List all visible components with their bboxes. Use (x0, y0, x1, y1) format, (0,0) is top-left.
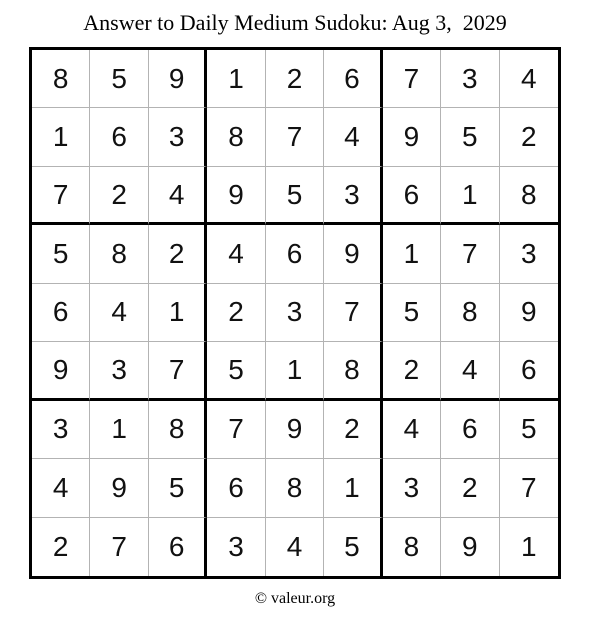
sudoku-cell-r1-c2: 5 (90, 50, 148, 108)
sudoku-cell-r2-c9: 2 (500, 108, 558, 166)
sudoku-cell-r7-c8: 6 (441, 401, 499, 459)
sudoku-cell-r1-c3: 9 (149, 50, 207, 108)
sudoku-cell-r6-c9: 6 (500, 342, 558, 400)
sudoku-cell-r4-c3: 2 (149, 225, 207, 283)
sudoku-cell-r3-c6: 3 (324, 167, 382, 225)
sudoku-cell-r2-c5: 7 (266, 108, 324, 166)
sudoku-cell-r6-c2: 3 (90, 342, 148, 400)
sudoku-cell-r5-c3: 1 (149, 284, 207, 342)
sudoku-cell-r4-c1: 5 (32, 225, 90, 283)
sudoku-cell-r9-c4: 3 (207, 518, 265, 576)
sudoku-cell-r8-c4: 6 (207, 459, 265, 517)
sudoku-cell-r2-c4: 8 (207, 108, 265, 166)
sudoku-cell-r2-c6: 4 (324, 108, 382, 166)
sudoku-cell-r3-c4: 9 (207, 167, 265, 225)
sudoku-cell-r8-c9: 7 (500, 459, 558, 517)
sudoku-cell-r4-c9: 3 (500, 225, 558, 283)
sudoku-cell-r5-c5: 3 (266, 284, 324, 342)
sudoku-cell-r5-c1: 6 (32, 284, 90, 342)
sudoku-cell-r7-c5: 9 (266, 401, 324, 459)
sudoku-cell-r7-c6: 2 (324, 401, 382, 459)
sudoku-cell-r8-c3: 5 (149, 459, 207, 517)
sudoku-cell-r7-c9: 5 (500, 401, 558, 459)
sudoku-cell-r1-c6: 6 (324, 50, 382, 108)
sudoku-cell-r8-c6: 1 (324, 459, 382, 517)
sudoku-cell-r5-c9: 9 (500, 284, 558, 342)
sudoku-cell-r2-c8: 5 (441, 108, 499, 166)
sudoku-cell-r2-c1: 1 (32, 108, 90, 166)
sudoku-cell-r8-c5: 8 (266, 459, 324, 517)
sudoku-cell-r1-c7: 7 (383, 50, 441, 108)
sudoku-cell-r3-c5: 5 (266, 167, 324, 225)
sudoku-cell-r7-c3: 8 (149, 401, 207, 459)
sudoku-cell-r2-c2: 6 (90, 108, 148, 166)
sudoku-cell-r1-c4: 1 (207, 50, 265, 108)
sudoku-cell-r5-c4: 2 (207, 284, 265, 342)
sudoku-cell-r5-c6: 7 (324, 284, 382, 342)
sudoku-cell-r6-c4: 5 (207, 342, 265, 400)
sudoku-cell-r3-c7: 6 (383, 167, 441, 225)
sudoku-cell-r3-c8: 1 (441, 167, 499, 225)
sudoku-cell-r2-c7: 9 (383, 108, 441, 166)
sudoku-cell-r7-c7: 4 (383, 401, 441, 459)
sudoku-cell-r1-c8: 3 (441, 50, 499, 108)
sudoku-cell-r9-c6: 5 (324, 518, 382, 576)
sudoku-cell-r7-c1: 3 (32, 401, 90, 459)
sudoku-cell-r4-c2: 8 (90, 225, 148, 283)
copyright-footer: © valeur.org (254, 590, 336, 607)
sudoku-cell-r3-c1: 7 (32, 167, 90, 225)
sudoku-cell-r3-c2: 2 (90, 167, 148, 225)
sudoku-cell-r8-c8: 2 (441, 459, 499, 517)
sudoku-cell-r6-c7: 2 (383, 342, 441, 400)
sudoku-cell-r9-c3: 6 (149, 518, 207, 576)
sudoku-cell-r3-c3: 4 (149, 167, 207, 225)
sudoku-cell-r6-c6: 8 (324, 342, 382, 400)
sudoku-cell-r8-c1: 4 (32, 459, 90, 517)
sudoku-cell-r9-c5: 4 (266, 518, 324, 576)
sudoku-cell-r3-c9: 8 (500, 167, 558, 225)
sudoku-cell-r7-c2: 1 (90, 401, 148, 459)
sudoku-cell-r4-c6: 9 (324, 225, 382, 283)
sudoku-cell-r8-c2: 9 (90, 459, 148, 517)
sudoku-cell-r4-c7: 1 (383, 225, 441, 283)
sudoku-board (29, 47, 561, 579)
sudoku-cell-r9-c1: 2 (32, 518, 90, 576)
sudoku-cell-r1-c1: 8 (32, 50, 90, 108)
page-title: Answer to Daily Medium Sudoku: Aug 3, 2029 (83, 10, 507, 35)
sudoku-cell-r5-c8: 8 (441, 284, 499, 342)
sudoku-cell-r9-c7: 8 (383, 518, 441, 576)
sudoku-cell-r5-c2: 4 (90, 284, 148, 342)
sudoku-cell-r9-c9: 1 (520, 530, 537, 562)
sudoku-cell-r9-c2: 7 (90, 518, 148, 576)
sudoku-cell-r6-c8: 4 (441, 342, 499, 400)
sudoku-cell-r1-c5: 2 (266, 50, 324, 108)
sudoku-cell-r6-c3: 7 (149, 342, 207, 400)
sudoku-cell-r4-c5: 6 (266, 225, 324, 283)
sudoku-cell-r4-c4: 4 (207, 225, 265, 283)
sudoku-cell-r5-c7: 5 (383, 284, 441, 342)
sudoku-cell-r2-c3: 3 (149, 108, 207, 166)
sudoku-cell-r8-c7: 3 (383, 459, 441, 517)
sudoku-cell-r9-c8: 9 (441, 518, 499, 576)
sudoku-cell-r1-c9: 4 (500, 50, 558, 108)
sudoku-cell-r4-c8: 7 (441, 225, 499, 283)
sudoku-cell-r6-c1: 9 (32, 342, 90, 400)
sudoku-cell-r7-c4: 7 (207, 401, 265, 459)
sudoku-cell-r6-c5: 1 (266, 342, 324, 400)
